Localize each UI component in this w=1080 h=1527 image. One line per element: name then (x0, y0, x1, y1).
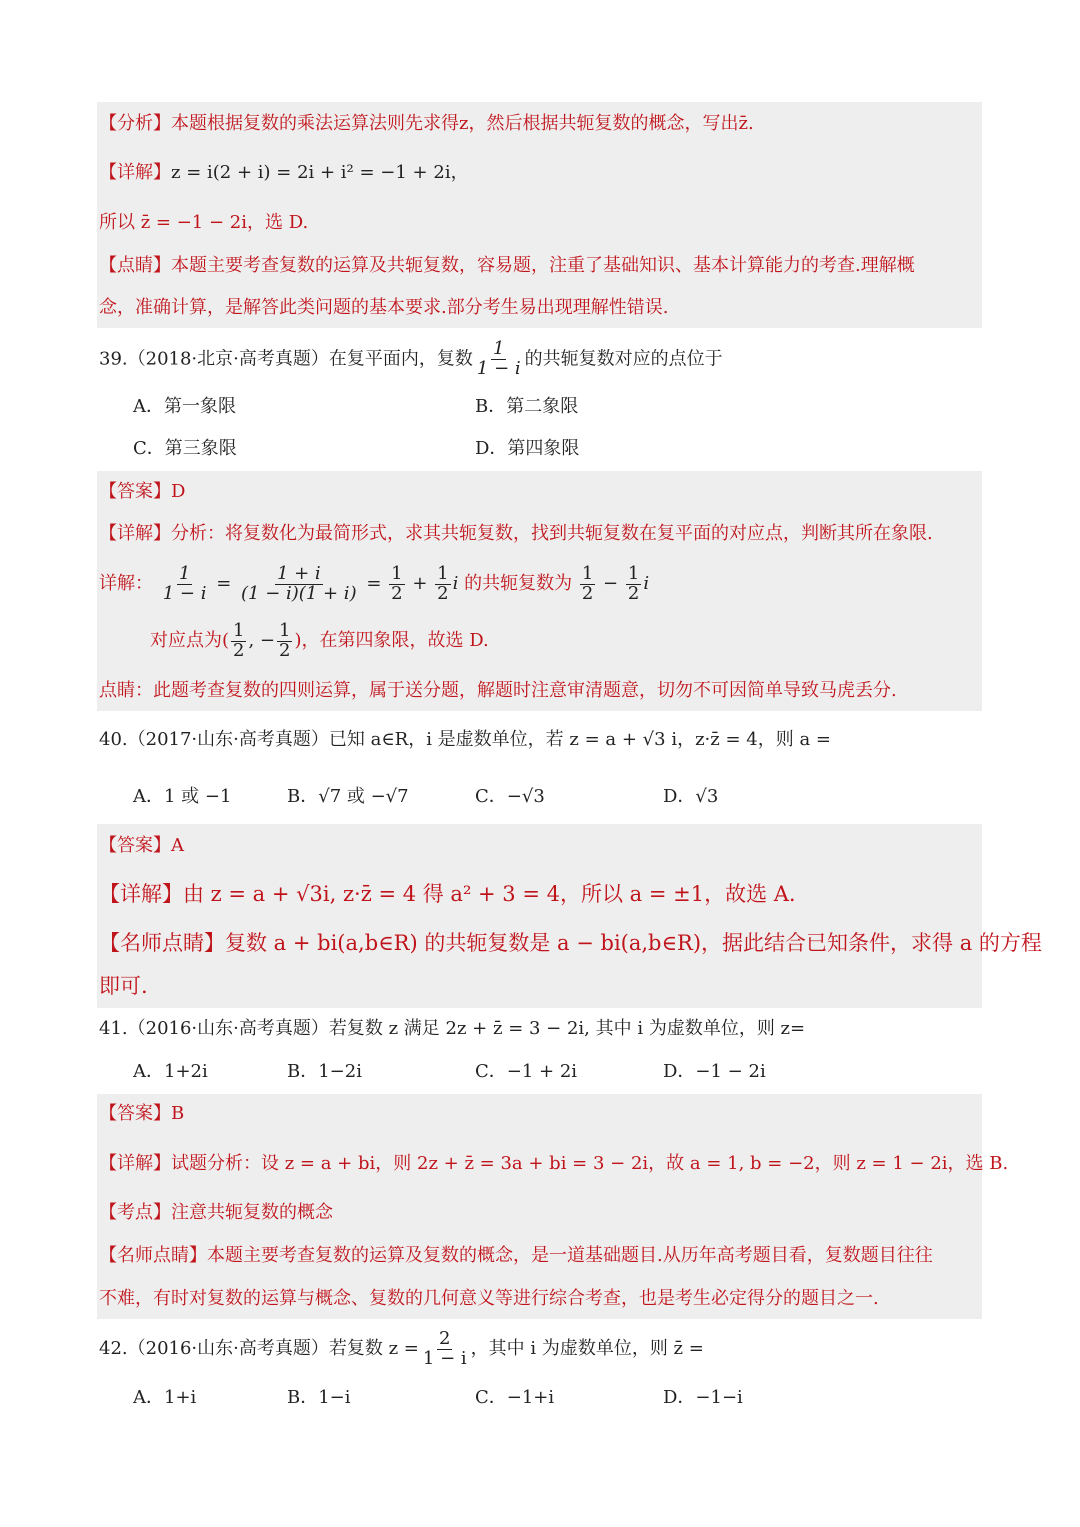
q41-comment-line1: 【名师点睛】本题主要考查复数的运算及复数的概念，是一道基础题目.从历年高考题目看，复数题目往往 (99, 1245, 933, 1266)
q40-option-c[interactable]: C．−√3 (475, 786, 545, 807)
q42-option-c[interactable]: C．−1+i (475, 1387, 555, 1408)
q39-point: 对应点为( $\frac{1}{2}$ , − $\frac{1}{2}$ )，在第四象限，故选 D. (150, 619, 489, 661)
q40-comment-line2: 即可. (99, 974, 148, 998)
q40-answer: 【答案】A (99, 835, 184, 856)
q38-comment-line2: 念，准确计算，是解答此类问题的基本要求.部分考生易出现理解性错误. (99, 297, 669, 318)
q41-option-d[interactable]: D．−1 − 2i (663, 1061, 766, 1082)
q41-option-a[interactable]: A．1+2i (133, 1061, 208, 1082)
q39-answer: 【答案】D (99, 481, 186, 502)
q38-detail: 【详解】z = i(2 + i) = 2i + i² = −1 + 2i， (99, 162, 469, 183)
q39-stem: 39.（2018·北京·高考真题）在复平面内，复数 $\frac{1}{1 - i}$ 的共轭复数对应的点位于 (99, 338, 723, 379)
q40-option-d[interactable]: D．√3 (663, 786, 719, 807)
q38-conclusion: 所以 z̄ = −1 − 2i，选 D. (99, 212, 309, 233)
q41-option-b[interactable]: B．1−2i (287, 1061, 362, 1082)
q41-stem: 41.（2016·山东·高考真题）若复数 z 满足 2z + z̄ = 3 − 2i, 其中 i 为虚数单位，则 z= (99, 1018, 806, 1039)
q41-answer: 【答案】B (99, 1103, 185, 1124)
q40-option-b[interactable]: B．√7 或 −√7 (287, 786, 409, 807)
q39-option-c[interactable]: C．第三象限 (133, 438, 237, 459)
q39-option-a[interactable]: A．第一象限 (133, 396, 236, 417)
q41-option-c[interactable]: C．−1 + 2i (475, 1061, 578, 1082)
q40-option-a[interactable]: A．1 或 −1 (133, 786, 232, 807)
q39-fraction: $\frac{1}{1 - i}$ (476, 338, 521, 379)
q39-comment: 点睛：此题考查复数的四则运算，属于送分题，解题时注意审清题意，切勿不可因简单导致马虎丢分. (99, 680, 897, 701)
q40-solution-block (97, 824, 982, 1008)
q40-stem: 40.（2017·山东·高考真题）已知 a∈R，i 是虚数单位，若 z = a + √3 i，z·z̄ = 4，则 a = (99, 729, 831, 750)
q42-option-d[interactable]: D．−1−i (663, 1387, 743, 1408)
q42-fraction: $\frac{2}{1 - i}$ (422, 1327, 467, 1369)
q41-detail: 【详解】试题分析：设 z = a + bi，则 2z + z̄ = 3a + bi = 3 − 2i，故 a = 1, b = −2，则 z = 1 − 2i，选 B. (99, 1153, 1009, 1174)
q38-analysis: 【分析】本题根据复数的乘法运算法则先求得z，然后根据共轭复数的概念，写出z̄. (99, 113, 754, 134)
q41-comment-line2: 不难，有时对复数的运算与概念、复数的几何意义等进行综合考查，也是考生必定得分的题目之一. (99, 1288, 879, 1309)
q38-comment-line1: 【点睛】本题主要考查复数的运算及共轭复数，容易题，注重了基础知识、基本计算能力的考查.理解概 (99, 255, 915, 276)
q39-option-b[interactable]: B．第二象限 (475, 396, 579, 417)
q42-stem: 42.（2016·山东·高考真题）若复数 z = $\frac{2}{1 - i}$ ，其中 i 为虚数单位，则 z̄ = (99, 1327, 704, 1369)
q39-detail: 【详解】分析：将复数化为最简形式，求其共轭复数，找到共轭复数在复平面的对应点，判断其所在象限. (99, 523, 933, 544)
q39-equation: 详解： $\frac{1}{1 - i}$ = $\frac{1 + i}{(1 - i)(1 + i)}$ = $\frac{1}{2}$ + $\frac{1}{2}$ i 的共轭复数为 $\frac{1}{2}$ − $\frac{1}{2}$ i (99, 562, 650, 604)
q40-detail: 【详解】由 z = a + √3i, z·z̄ = 4 得 a² + 3 = 4，所以 a = ±1，故选 A. (99, 882, 796, 906)
q42-option-a[interactable]: A．1+i (133, 1387, 197, 1408)
q39-option-d[interactable]: D．第四象限 (475, 438, 580, 459)
q41-point: 【考点】注意共轭复数的概念 (99, 1202, 333, 1223)
q40-comment-line1: 【名师点睛】复数 a + bi(a,b∈R) 的共轭复数是 a − bi(a,b∈R)，据此结合已知条件，求得 a 的方程 (99, 931, 1042, 955)
q42-option-b[interactable]: B．1−i (287, 1387, 351, 1408)
